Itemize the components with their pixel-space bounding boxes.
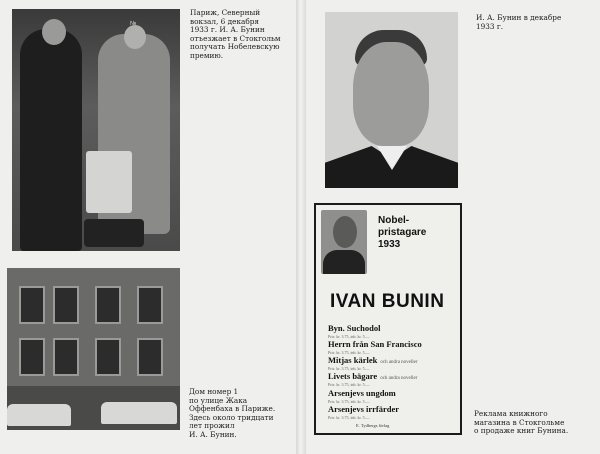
poster-portrait — [321, 210, 367, 274]
parked-car — [7, 404, 71, 426]
caption-portrait: И. А. Бунин в декабре 1933 г. — [476, 13, 562, 31]
poster-book-title: Livets bägare — [328, 371, 378, 381]
poster-book-price: Pris: kr. 3.75, inb. kr. 5.— — [328, 382, 370, 387]
window — [137, 338, 163, 376]
poster-portrait-body — [323, 250, 365, 274]
poster-publisher: E. Tydbergs förlag — [356, 423, 390, 428]
poster-book-subtitle: och andra noveller — [380, 376, 418, 381]
poster-book — [328, 323, 380, 339]
book-gutter — [296, 0, 306, 454]
window — [19, 286, 45, 324]
house-photo — [7, 268, 180, 430]
poster-book — [328, 371, 417, 387]
poster-book-title: Arsenjevs irrfärder — [328, 404, 400, 414]
poster-book-price: Pris: kr. 3.75, inb. kr. 5.— — [328, 399, 370, 404]
station-photo — [12, 9, 180, 251]
poster-header: Nobel- pristagare 1933 — [378, 215, 427, 250]
poster-book-price: Pris: kr. 3.75, inb. kr. 5.— — [328, 334, 370, 339]
poster-book — [328, 388, 396, 404]
caption-house: Дом номер 1 по улице Жака Оффенбаха в Париже. Здесь около тридцати лет прожил И. А. Бунин. — [189, 387, 276, 439]
window — [19, 338, 45, 376]
window — [53, 338, 79, 376]
bookstore-poster — [314, 203, 462, 435]
poster-author-name: IVAN BUNIN — [330, 291, 445, 312]
parked-car — [101, 402, 177, 424]
poster-book-price: Pris: kr. 3.75, inb. kr. 5.— — [328, 366, 370, 371]
bunin-head — [42, 19, 66, 45]
poster-book-title: Mitjas kärlek — [328, 355, 378, 365]
poster-portrait-head — [333, 216, 357, 248]
poster-book — [328, 404, 399, 420]
poster-book — [328, 339, 422, 355]
porter-head — [124, 25, 146, 49]
poster-book-subtitle: och andra noveller — [380, 360, 418, 365]
poster-book-price: Pris: kr. 3.75, inb. kr. 5.— — [328, 415, 370, 420]
poster-book-price: Pris: kr. 3.75, inb. kr. 5.— — [328, 350, 370, 355]
face — [353, 42, 429, 146]
bunin-figure — [20, 29, 82, 251]
suitcase — [86, 151, 132, 213]
caption-station: Париж, Северный вокзал, 6 декабря 1933 г. И. А. Бунин отъезжает в Стокгольм получать Нобелевскую премию. — [190, 8, 281, 60]
porter-cap-badge: № — [130, 21, 137, 27]
poster-book-title: Herrn från San Francisco — [328, 339, 422, 349]
window — [53, 286, 79, 324]
portrait-photo — [325, 12, 458, 188]
travel-bag — [84, 219, 144, 247]
poster-book — [328, 355, 418, 371]
window — [95, 338, 121, 376]
poster-book-title: Arsenjevs ungdom — [328, 388, 396, 398]
caption-poster: Реклама книжного магазина в Стокгольме о продаже книг Бунина. — [474, 409, 569, 436]
poster-book-title: Byn. Suchodol — [328, 323, 381, 333]
window — [95, 286, 121, 324]
window — [137, 286, 163, 324]
